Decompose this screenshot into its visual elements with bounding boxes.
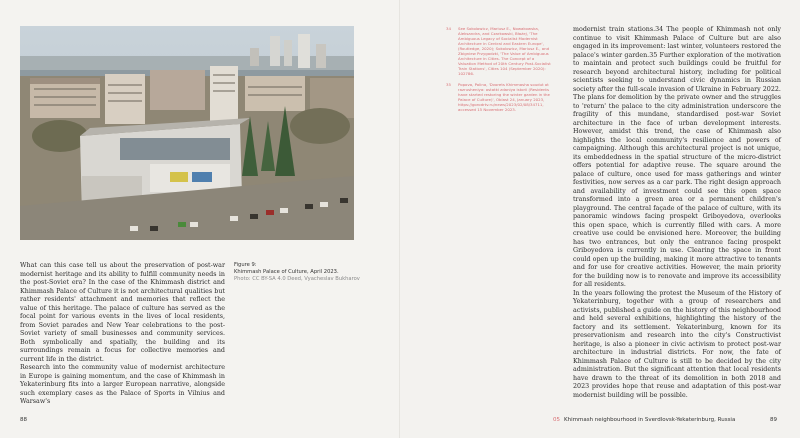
figure-credit: Photo: CC BY-SA 4.0 Deed, Vyacheslav Bukharov xyxy=(234,276,360,282)
figure-caption xyxy=(234,262,374,283)
footnote-text: See Sokolowicz, Mariusz E., Nowakowska, Aleksandra, and Czarkowski, Błażej, 'The Ambiguous Legacy of Socialist Modernist Architecture in Central and Eastern Europe', (Routledge, 2020); Sokolowicz, Mariusz E., and Zbigniew Przygodzki, 'The Value of Ambiguous Architecture in Cities. The Concept of a Valuation Method of 20th Century Post-Socialist Train Stations', Cities 104 (September 2020): 102786. xyxy=(458,26,551,76)
figure-photo xyxy=(20,26,354,240)
paragraph: In the years following the protest the Museum of the History of Yekaterinburg, together with a group of researchers and activists, published a guide on the history of this neighbourhood and held several exhibitions, highlighting the history of the factory and its settlement. Yekaterinburg, known for its preservationism and research into the city's Constructivist heritage, is also a pioneer in civic activism to protect post-war architecture in industrial districts. For now, the fate of Khimmash Palace of Culture is still to be decided by the city administration. But the significant attention that local residents have drawn to the threat of its demolition in both 2018 and 2023 provides hope that reuse and adaptation of this post-war modernist building will be possible. xyxy=(573,289,781,399)
left-body-text xyxy=(20,262,225,407)
paragraph: What can this case tell us about the preservation of post-war modernist heritage and its ability to fulfill community needs in the post-Soviet era? In the case of the Khimmash district and Khimmash Palace of Culture it is not architectural qualities but rather residents' attachment and memories that reflect the value of this heritage. The palace of culture has served as the focal point for various events in the lives of local residents, from Soviet parades and New Year celebrations to the post-Soviet variety of small businesses and community services. Both symbolically and spatially, the building and its surroundings remain a focus for collective memories and current life in the district. xyxy=(20,262,225,363)
chapter-title: Khimmash neighbourhood in Sverdlovsk-Yekaterinburg, Russia xyxy=(564,417,736,423)
footnote-number: 35 xyxy=(446,82,451,87)
footnote xyxy=(446,26,551,76)
paragraph: modernist train stations.34 The people of Khimmash not only continue to visit Khimmash Palace of Culture but are also engaged in its improvement: last winter, volunteers restored the palace's winter garden.35 Further exploration of the motivation to maintain and protect such buildings could be fruitful for research beyond architectural history, including for political scientists seeking to understand civic dynamics in Russian society after the full-scale invasion of Ukraine in February 2022. xyxy=(573,26,781,93)
figure-label: Figure 9: xyxy=(234,262,257,268)
paragraph: The plans for demolition by the private owner and the struggles to 'return' the palace to the city administration underscore the fragility of this mundane, standardised post-war Soviet architecture in the face of urban development interests. However, amidst this trend, the case of Khimmash also highlights the local community's resilience and powers of campaigning. Although this architectural project is not unique, its embeddedness in the spatial structure of the micro-district offers potential for adaptive reuse. The square around the palace of culture, once used for mass gatherings and winter festivities, now serves as a car park. The right design approach and availability of investment could see this open space transformed into a green area or a permanent children's playground. The central façade of the palace of culture, with its panoramic windows facing prospekt Griboyedova, overlooks this open space, which is currently filled with cars. A more creative use could be envisioned here. Moreover, the building has two entrances, but only the entrance facing prospekt Griboyedova is currently in use. Clearing the space in front could open up the building, making it more attractive to tenants and for use for creative activities. However, the main priority for the building now is to renovate and improve its accessibility for all residents. xyxy=(573,94,781,288)
footnote-number: 34 xyxy=(446,26,451,31)
page-number-right: 89 xyxy=(770,417,777,423)
paragraph: Research into the community value of modernist architecture in Europe is gaining momentum, and the case of Khimmash in Yekaterinburg fits into a larger European narrative, alongside such exemplary cases as the Palace of Sports in Vilnius and Warsaw's xyxy=(20,364,225,405)
footnote xyxy=(446,82,551,112)
footnote-text: Popova, Polina, 'Dvorets Khimmasha soudut ot razrusheniya: ostatki zdaniya istorii (Residents have started restoring the winter garden in the Palace of Culture)', Oblast 24, January 2023, https://gorodrtv.ru/news/2023/02/08/34711, accessed 15 November 2023. xyxy=(458,82,550,112)
running-head xyxy=(553,417,735,423)
page-number-left: 88 xyxy=(20,417,27,423)
khimmash-aerial-photo xyxy=(20,26,354,240)
footnotes xyxy=(446,26,551,118)
figure-caption-text: Khimmash Palace of Culture, April 2023. xyxy=(234,269,339,275)
right-body-text xyxy=(573,26,781,400)
chapter-number: 05 xyxy=(553,417,560,423)
